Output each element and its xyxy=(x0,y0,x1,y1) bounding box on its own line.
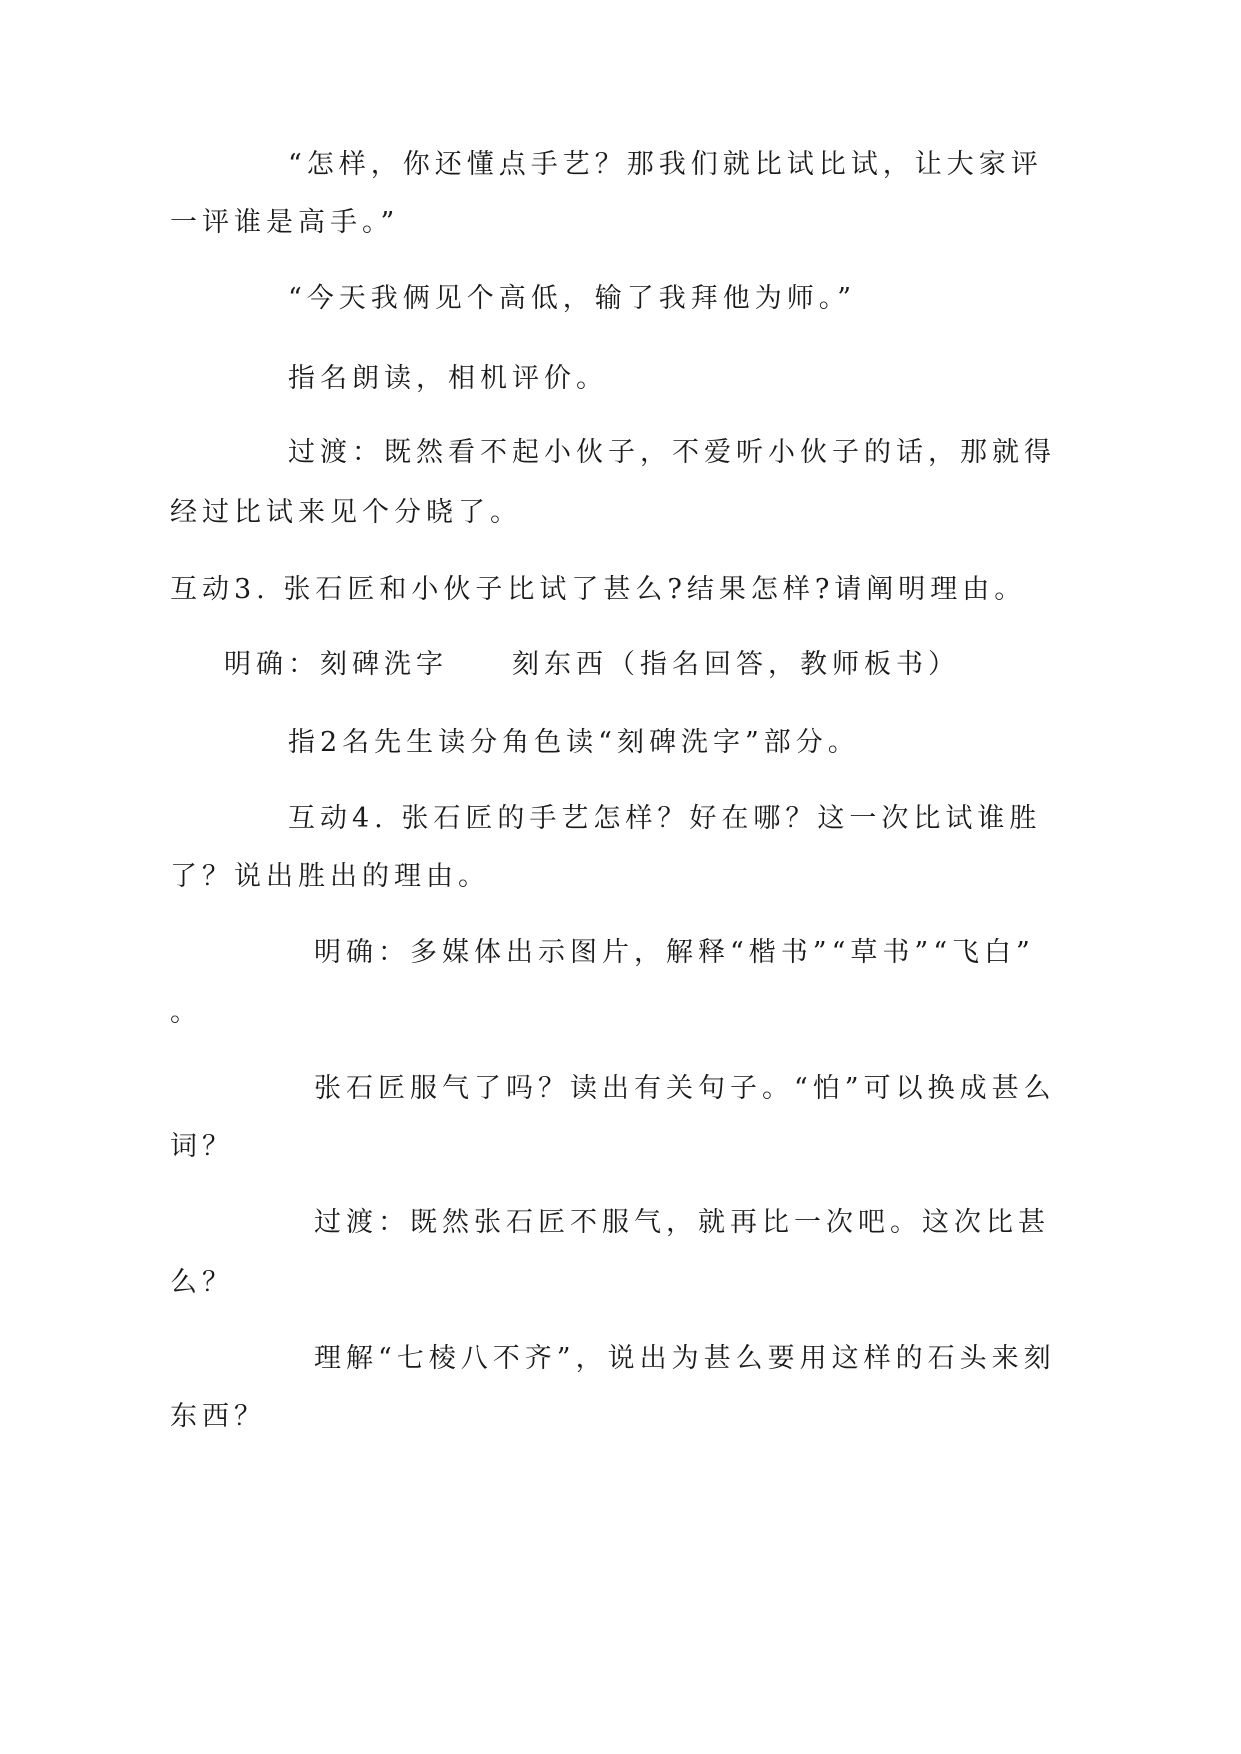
paragraph-transition-2-line-1: 过渡：既然张石匠不服气，就再比一次吧。这次比甚 xyxy=(314,1207,1050,1238)
paragraph-interaction-4-line-2: 了？说出胜出的理由。 xyxy=(170,861,490,892)
paragraph-quote-2: “今天我俩见个高低，输了我拜他为师。” xyxy=(288,283,857,314)
paragraph-clarify-2-line-1: 明确：多媒体出示图片，解释“楷书”“草书”“飞白” xyxy=(314,937,1035,968)
paragraph-clarify-1: 明确：刻碑洗字 刻东西（指名回答，教师板书） xyxy=(224,649,960,680)
paragraph-quote-1-line-1: “怎样，你还懂点手艺？那我们就比试比试，让大家评 xyxy=(288,149,1043,180)
paragraph-understand-line-1: 理解“七棱八不齐”，说出为甚么要用这样的石头来刻 xyxy=(314,1343,1056,1374)
paragraph-transition-1-line-2: 经过比试来见个分晓了。 xyxy=(170,497,522,528)
paragraph-transition-1-line-1: 过渡：既然看不起小伙子，不爱听小伙子的话，那就得 xyxy=(288,437,1056,468)
paragraph-understand-line-2: 东西？ xyxy=(170,1401,266,1432)
paragraph-instruction-reading: 指名朗读，相机评价。 xyxy=(288,363,608,394)
paragraph-interaction-4-line-1: 互动4. 张石匠的手艺怎样？好在哪？这一次比试谁胜 xyxy=(288,803,1042,834)
paragraph-role-reading: 指2名先生读分角色读“刻碑洗字”部分。 xyxy=(288,727,860,758)
paragraph-question-line-1: 张石匠服气了吗？读出有关句子。“怕”可以换成甚么 xyxy=(314,1073,1056,1104)
paragraph-question-line-2: 词？ xyxy=(170,1131,234,1162)
paragraph-transition-2-line-2: 么？ xyxy=(170,1267,234,1298)
paragraph-clarify-2-line-2: 。 xyxy=(170,997,202,1028)
paragraph-quote-1-line-2: 一评谁是高手。” xyxy=(170,207,400,238)
paragraph-interaction-3: 互动3. 张石匠和小伙子比试了甚么?结果怎样?请阐明理由。 xyxy=(170,574,1027,605)
